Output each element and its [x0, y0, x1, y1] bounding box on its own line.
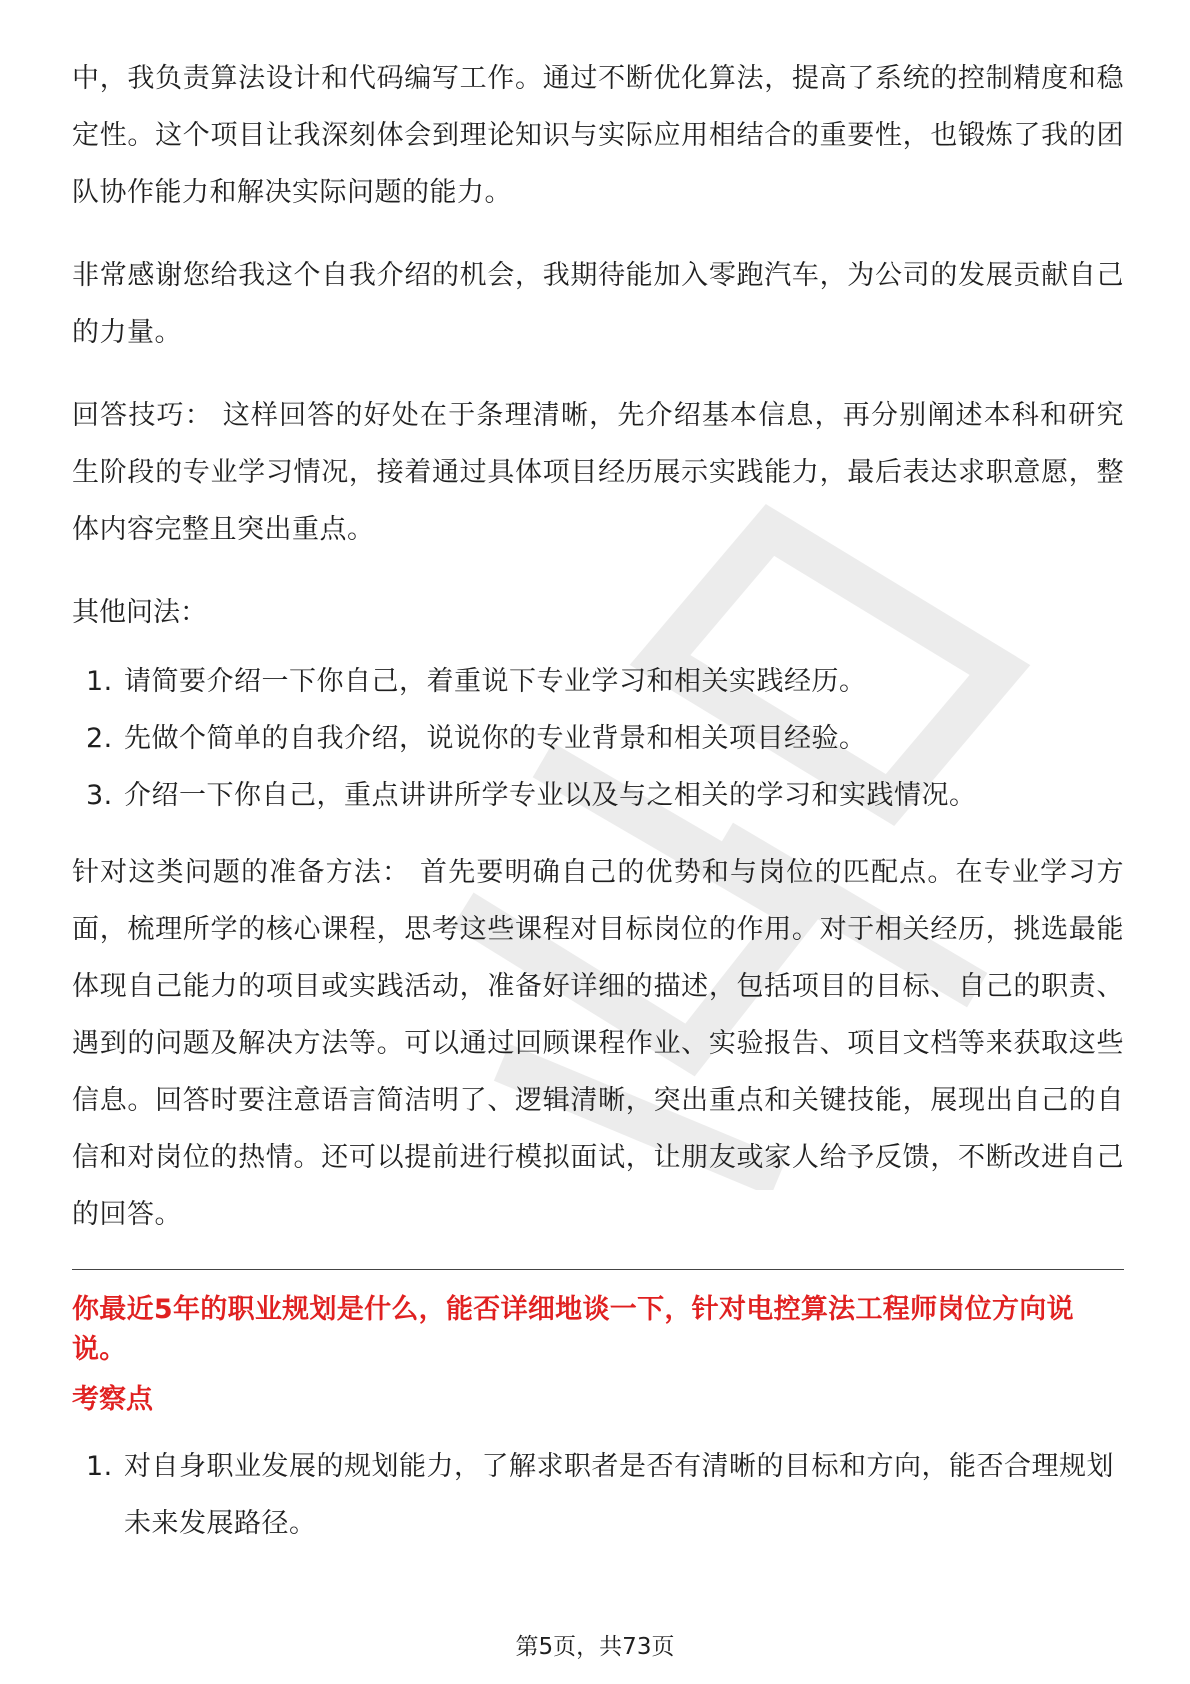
paragraph-answer-tips: 回答技巧： 这样回答的好处在于条理清晰，先介绍基本信息，再分别阐述本科和研究生阶段的专业学习情况，接着通过具体项目经历展示实践能力，最后表达求职意愿，整体内容完整且突出重点。 [72, 400, 1124, 545]
list-item [72, 767, 1124, 824]
list-item [72, 710, 1124, 767]
other-questions-list [72, 653, 1124, 824]
document-page [72, 50, 1124, 1572]
list-number: 2. [86, 723, 113, 754]
list-number: 1. [86, 1451, 113, 1482]
question-title: 你最近5年的职业规划是什么，能否详细地谈一下，针对电控算法工程师岗位方向说说。 [72, 1294, 1074, 1365]
paragraph-preparation-method: 针对这类问题的准备方法： 首先要明确自己的优势和与岗位的匹配点。在专业学习方面，梳理所学的核心课程，思考这些课程对目标岗位的作用。对于相关经历，挑选最能体现自己能力的项目或实践活动，准备好详细的描述，包括项目的目标、自己的职责、遇到的问题及解决方法等。可以通过回顾课程作业、实验报告、项目文档等来获取这些信息。回答时要注意语言简洁明了、逻辑清晰，突出重点和关键技能，展现出自己的自信和对岗位的热情。还可以提前进行模拟面试，让朋友或家人给予反馈，不断改进自己的回答。 [72, 857, 1124, 1230]
list-text: 对自身职业发展的规划能力，了解求职者是否有清晰的目标和方向，能否合理规划未来发展路径。 [124, 1451, 1114, 1539]
other-questions-label: 其他问法： [72, 597, 207, 628]
assessment-points-heading: 考察点 [72, 1384, 153, 1415]
paragraph-thanks: 非常感谢您给我这个自我介绍的机会，我期待能加入零跑汽车，为公司的发展贡献自己的力量。 [72, 260, 1124, 348]
list-text: 介绍一下你自己，重点讲讲所学专业以及与之相关的学习和实践情况。 [124, 780, 977, 811]
paragraph-project-experience: 中，我负责算法设计和代码编写工作。通过不断优化算法，提高了系统的控制精度和稳定性。这个项目让我深刻体会到理论知识与实际应用相结合的重要性，也锻炼了我的团队协作能力和解决实际问题的能力。 [72, 63, 1124, 208]
page-footer: 第5页，共73页 [515, 1634, 675, 1660]
section-divider [72, 1269, 1124, 1270]
list-item [72, 1438, 1124, 1552]
list-number: 1. [86, 666, 113, 697]
assessment-points-list [72, 1438, 1124, 1552]
list-text: 请简要介绍一下你自己，着重说下专业学习和相关实践经历。 [124, 666, 867, 697]
list-item [72, 653, 1124, 710]
list-text: 先做个简单的自我介绍，说说你的专业背景和相关项目经验。 [124, 723, 867, 754]
list-number: 3. [86, 780, 113, 811]
